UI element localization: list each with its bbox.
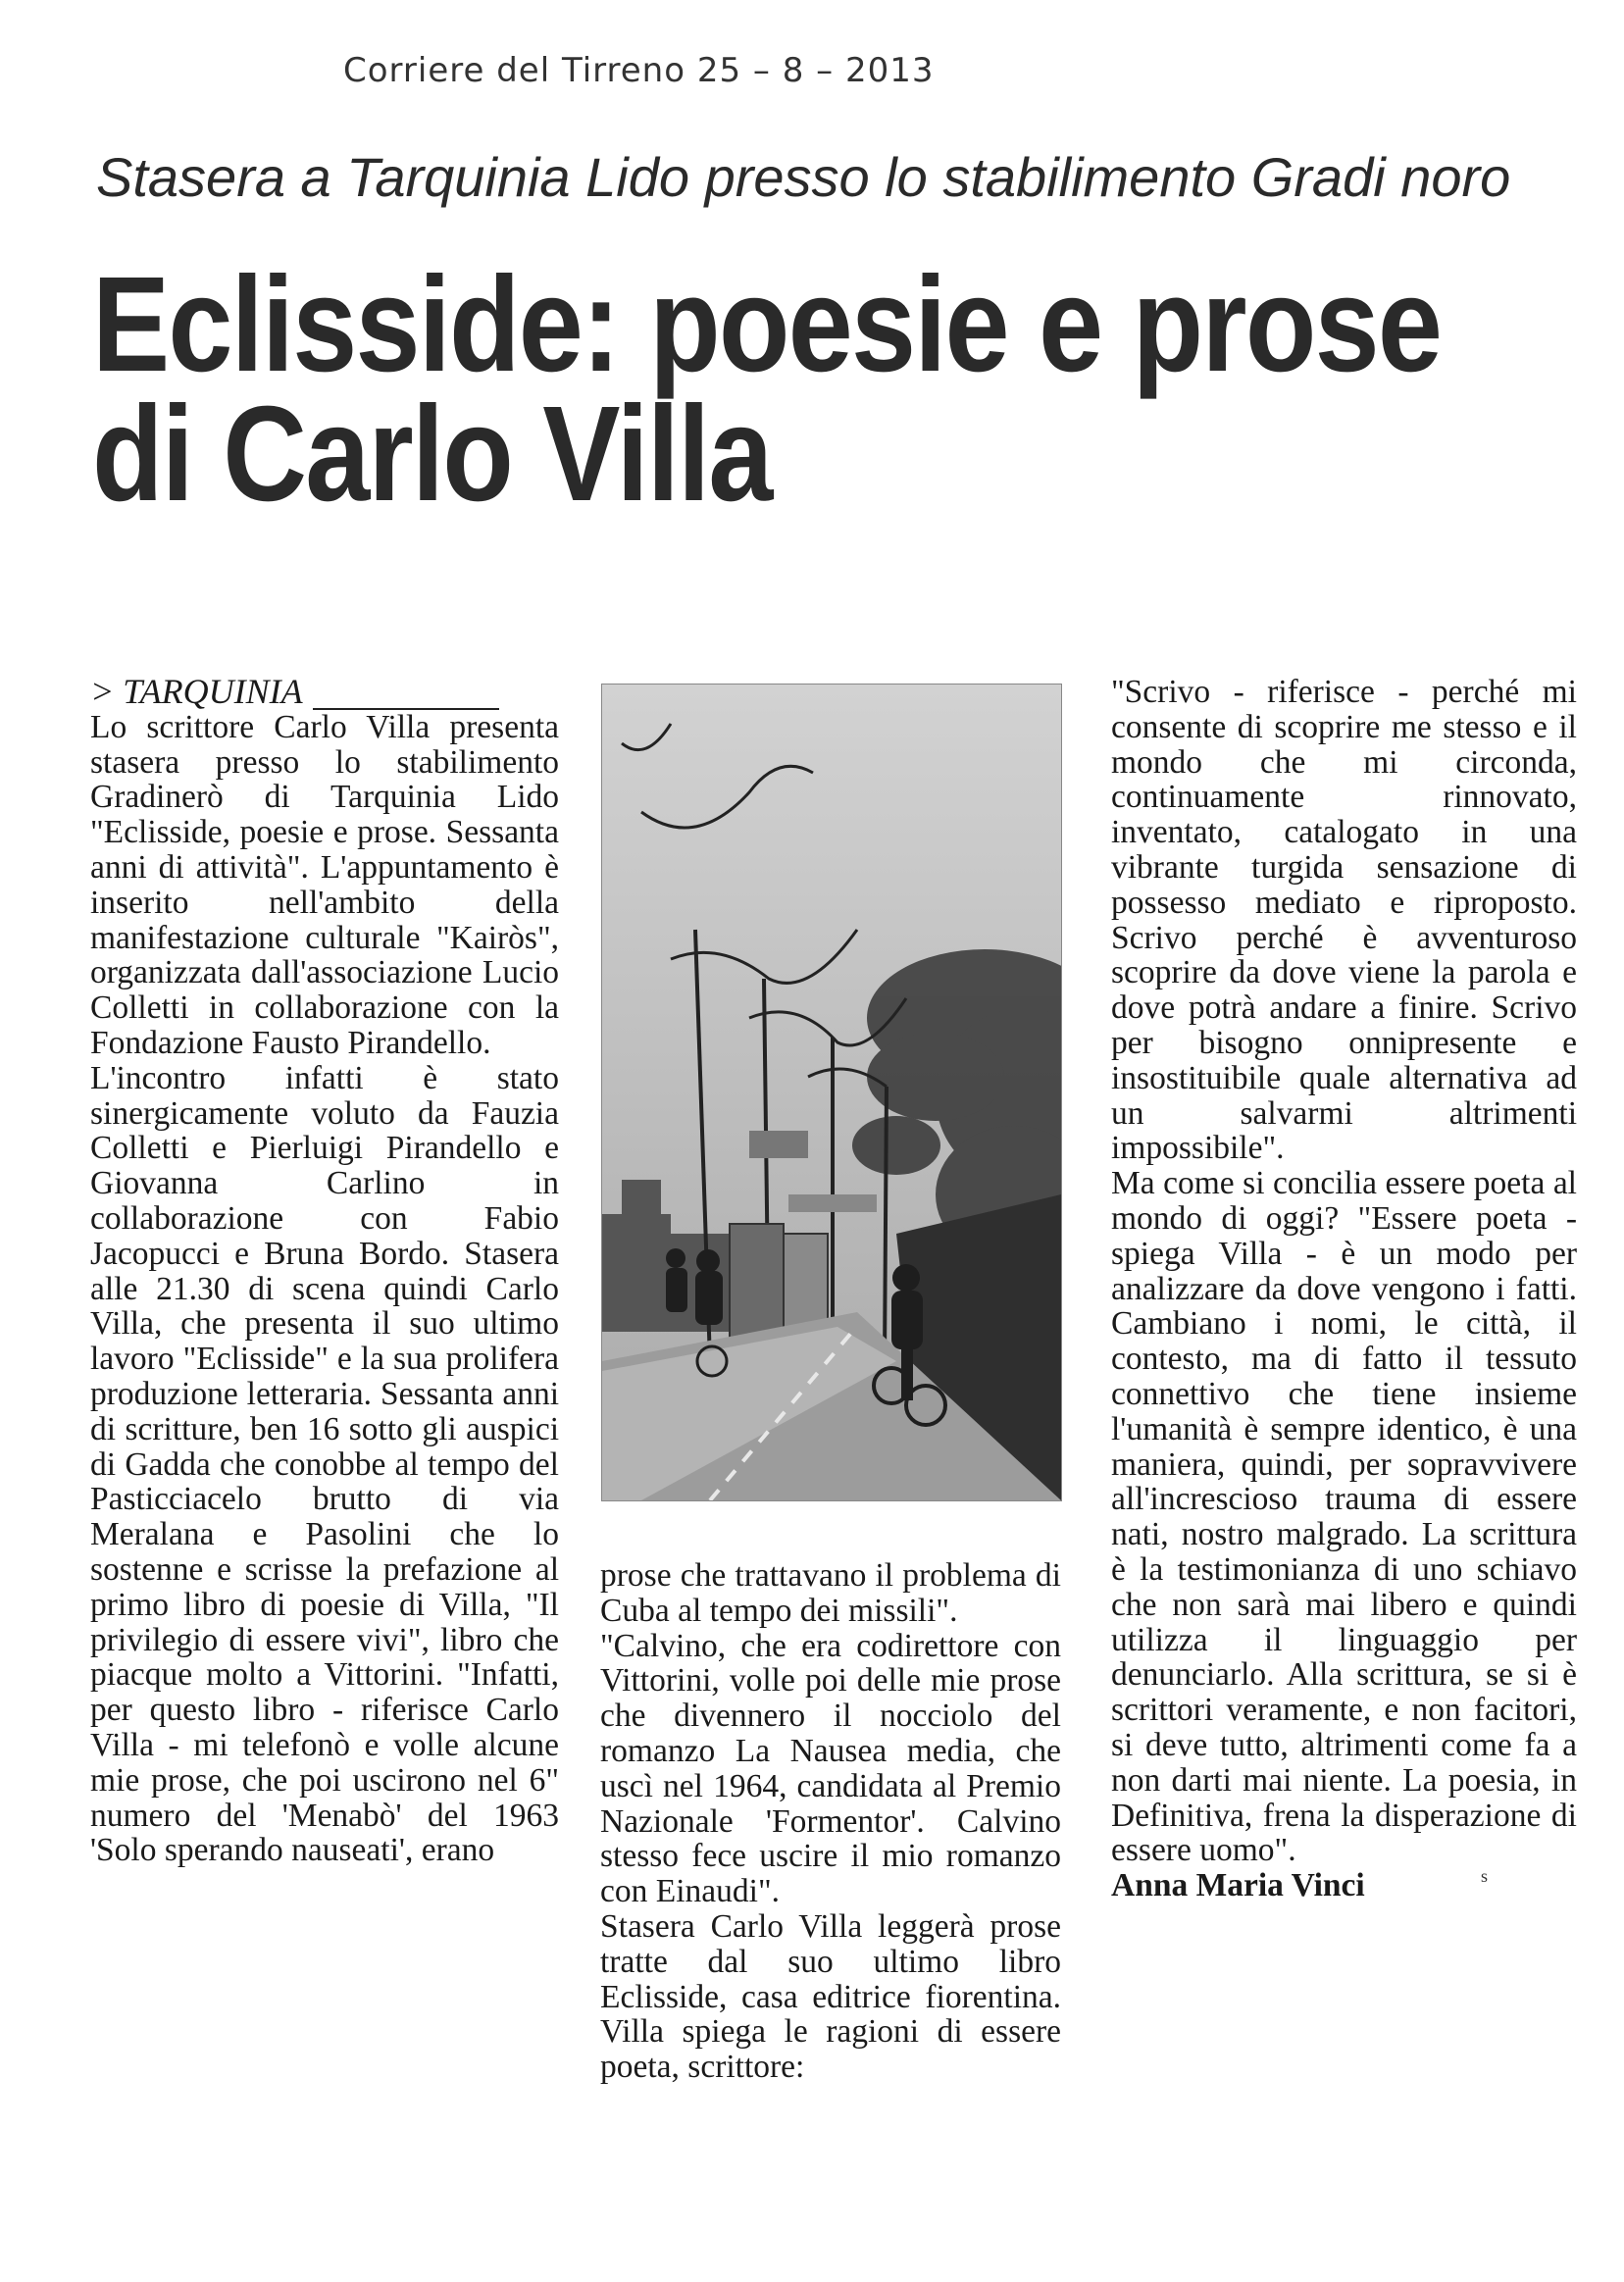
paragraph: prose che trattavano il problema di Cuba al tempo dei missili".: [600, 1557, 1061, 1629]
dateline-rule: [313, 679, 499, 710]
headline-line-1: Eclisside: poesie e prose: [92, 249, 1442, 400]
article-column-3: [1111, 675, 1577, 1903]
paragraph: Stasera Carlo Villa leggerà prose tratte dal suo ultimo libro Eclisside, casa editrice fiorentina. Villa spiega le ragioni di essere poeta, scrittore:: [600, 1907, 1061, 2086]
paragraph: L'incontro infatti è stato sinergicamente voluto da Fauzia Colletti e Pierluigi Pirandello e Giovanna Carlino in collaborazione con Fabio Jacopucci e Bruna Bordo. Stasera alle 21.30 di scena quindi Carlo Villa, che presenta il suo ultimo lavoro "Eclisside" e la sua prolifera produzione letteraria. Sessanta anni di scritture, ben 16 sotto gli auspici di Gadda che conobbe al tempo del Pasticciacelo brutto di via Meralana e Pasolini che lo sostenne e scrisse la prefazione al primo libro di poesie di Villa, "Il privilegio di essere vivi", libro che piacque molto a Vittorini. "Infatti, per questo libro - riferisce Carlo Villa - mi telefonò e volle alcune mie prose, che poi uscirono nel 6" numero del 'Menabò' del 1963 'Solo sperando nauseati', erano: [90, 1059, 559, 1869]
paragraph: Lo scrittore Carlo Villa presenta stasera presso lo stabilimento Gradinerò di Tarquinia Lido "Eclisside, poesie e prose. Sessanta anni di attività". L'appuntamento è inserito nell'ambito della manifestazione culturale "Kairòs", organizzata dall'associazione Lucio Colletti in collaborazione con la Fondazione Fausto Pirandello.: [90, 708, 559, 1061]
author-byline: Anna Maria Vinci: [1111, 1867, 1365, 1904]
paragraph: "Calvino, che era codirettore con Vittorini, volle poi delle mie prose che divennero il nocciolo del romanzo La Nausea media, che uscì nel 1964, candidata al Premio Nazionale 'Formentor'. Calvino stesso fece uscire il mio romanzo con Einaudi".: [600, 1627, 1061, 1910]
article-column-2: [600, 1558, 1061, 2085]
dateline: [90, 672, 559, 711]
headline-line-2: di Carlo Villa: [92, 379, 772, 530]
dateline-text: > TARQUINIA: [90, 672, 303, 711]
paragraph: Ma come si concilia essere poeta al mondo di oggi? "Essere poeta - spiega Villa - è un modo per analizzare da dove vengono i fatti. Cambiano i nomi, le città, il contesto, ma di fatto il tessuto connettivo che tiene insieme l'umanità è sempre identico, è una maniera, quindi, per sopravvivere all'increscioso trauma di essere nati, nostro malgrado. La scrittura è la testimonianza di uno schiavo che non sarà mai libero e quindi utilizza il linguaggio per denunciarlo. Alla scrittura, se si è scrittori veramente, e non facitori, si deve tutto, altrimenti come fa a non darti mai niente. La poesia, in Definitiva, frena la disperazione di essere uomo".: [1111, 1165, 1577, 1869]
paragraph: "Scrivo - riferisce - perché mi consente di scoprire me stesso e il mondo che mi circonda, continuamente rinnovato, inventato, catalogato in una vibrante turgida sensazione di possesso mediato e riproposto. Scrivo perché è avventuroso scoprire da dove viene la parola e dove potrà andare a finire. Scrivo per bisogno onnipresente e insostituibile quale alternativa ad un salvarmi altrimenti impossibile".: [1111, 674, 1577, 1167]
article-column-1: [90, 672, 559, 1869]
headline: [92, 249, 1442, 530]
article-photo: [601, 684, 1062, 1501]
newspaper-source-date: Corriere del Tirreno 25 – 8 – 2013: [343, 51, 935, 90]
kicker-subtitle: Stasera a Tarquinia Lido presso lo stabilimento Gradi noro: [96, 146, 1511, 208]
margin-mark: s: [1481, 1866, 1489, 1886]
